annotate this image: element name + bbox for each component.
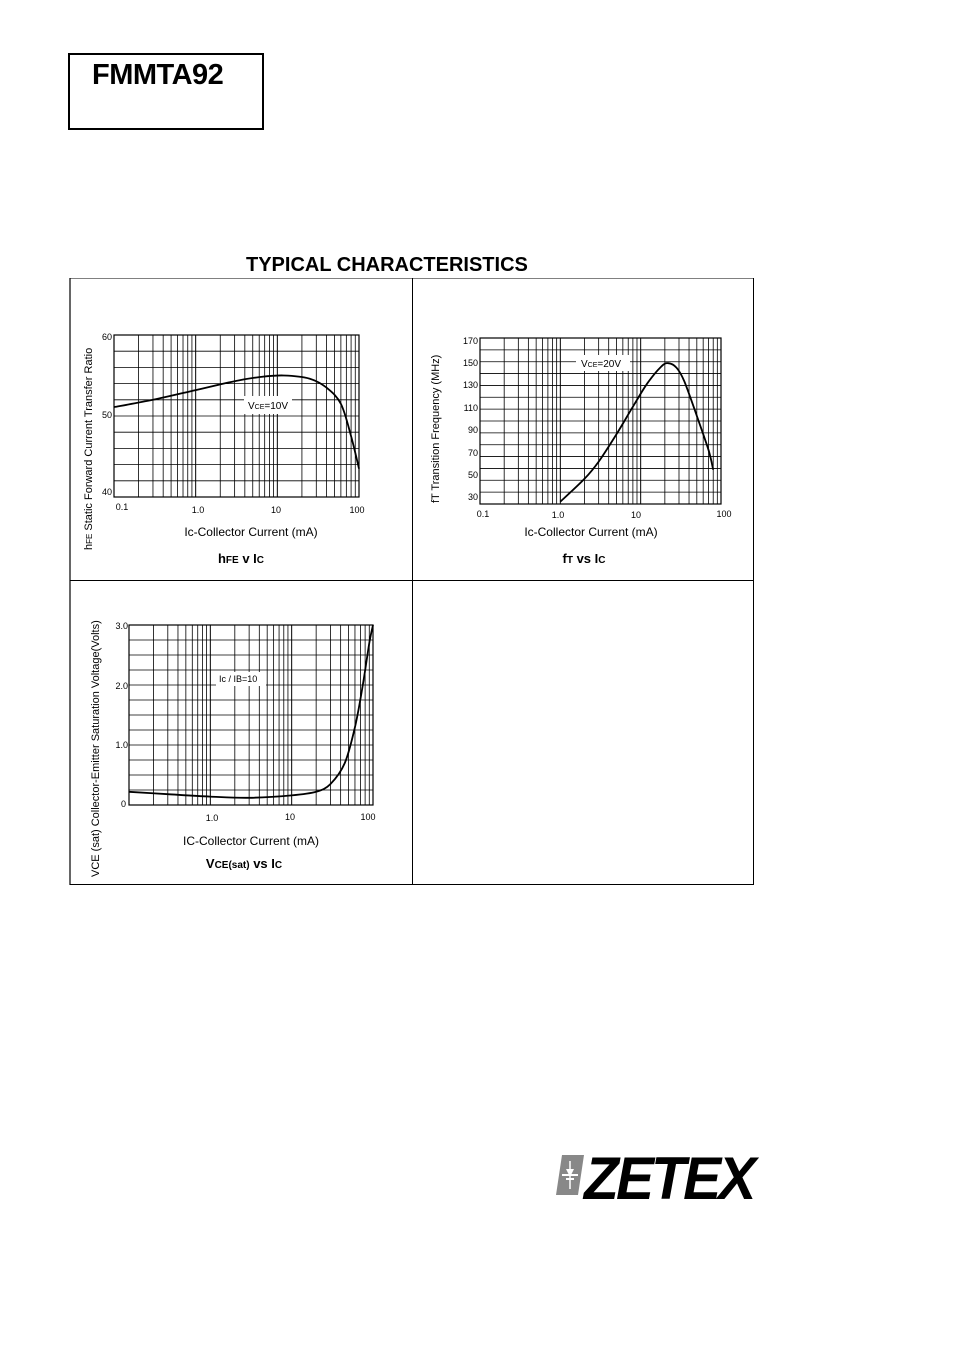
- hfe-caption: hFE v IC: [217, 551, 265, 566]
- part-number: FMMTA92: [92, 59, 224, 91]
- vce-ytick-1.0: 1.0: [115, 740, 128, 750]
- hfe-xtick-0.1: 0.1: [115, 502, 129, 512]
- hfe-ylabel: hFE Static Forward Current Transfer Ratio: [83, 347, 95, 550]
- ft-ytick-70: 70: [467, 448, 478, 458]
- ft-ytick-150: 150: [462, 358, 478, 368]
- vce-xtick-10: 10: [284, 812, 296, 822]
- ft-chart: [430, 336, 732, 566]
- ft-ytick-130: 130: [462, 380, 478, 390]
- vce-xlabel: IC-Collector Current (mA): [182, 834, 320, 848]
- hfe-xlabel: Ic-Collector Current (mA): [184, 525, 318, 539]
- ft-annotation: VCE=20V: [581, 359, 622, 370]
- vce-ytick-3.0: 3.0: [115, 621, 128, 631]
- vce-chart: [90, 620, 376, 877]
- vce-ytick-0: 0: [120, 799, 126, 809]
- vce-xtick-1.0: 1.0: [205, 813, 219, 823]
- hfe-grid: [114, 335, 359, 497]
- vce-curve: [129, 625, 373, 798]
- zetex-logo: [556, 1145, 754, 1212]
- ft-ylabel: fT Transition Frequency (MHz): [430, 354, 442, 503]
- ft-xtick-10: 10: [630, 510, 642, 520]
- ft-xlabel: Ic-Collector Current (mA): [524, 525, 658, 539]
- vce-ylabel: VCE (sat) Collector-Emitter Saturation Voltage(Volts): [90, 620, 102, 877]
- ft-caption: fT vs IC: [562, 551, 606, 566]
- ft-ytick-50: 50: [467, 470, 478, 480]
- vce-xtick-100: 100: [360, 812, 376, 822]
- hfe-ytick-40: 40: [101, 487, 112, 497]
- vce-caption: VCE(sat) vs IC: [205, 856, 283, 871]
- characteristics-svg: [68, 278, 754, 885]
- hfe-curve: [114, 375, 359, 468]
- logo-text: ZETEX: [584, 1145, 754, 1212]
- vce-annotation: Ic / IB=10: [219, 674, 258, 684]
- hfe-xtick-100: 100: [349, 505, 365, 515]
- hfe-xtick-10: 10: [270, 505, 282, 515]
- hfe-xtick-1.0: 1.0: [191, 505, 205, 515]
- hfe-annotation: VCE=10V: [248, 401, 289, 412]
- ft-ytick-110: 110: [463, 403, 478, 413]
- ft-ytick-90: 90: [467, 425, 478, 435]
- ft-xtick-1.0: 1.0: [551, 510, 565, 520]
- characteristics-grid: [68, 278, 754, 885]
- ft-xtick-0.1: 0.1: [476, 509, 490, 519]
- hfe-chart: [83, 332, 365, 566]
- ft-xtick-100: 100: [716, 509, 732, 519]
- ft-ytick-170: 170: [462, 336, 478, 346]
- hfe-ytick-60: 60: [101, 332, 112, 342]
- hfe-ytick-50: 50: [101, 410, 112, 420]
- ft-ytick-30: 30: [467, 492, 478, 502]
- part-number-box: [68, 53, 264, 130]
- logo-mark-icon: [556, 1155, 584, 1195]
- vce-ytick-2.0: 2.0: [115, 681, 128, 691]
- section-title: TYPICAL CHARACTERISTICS: [246, 254, 528, 276]
